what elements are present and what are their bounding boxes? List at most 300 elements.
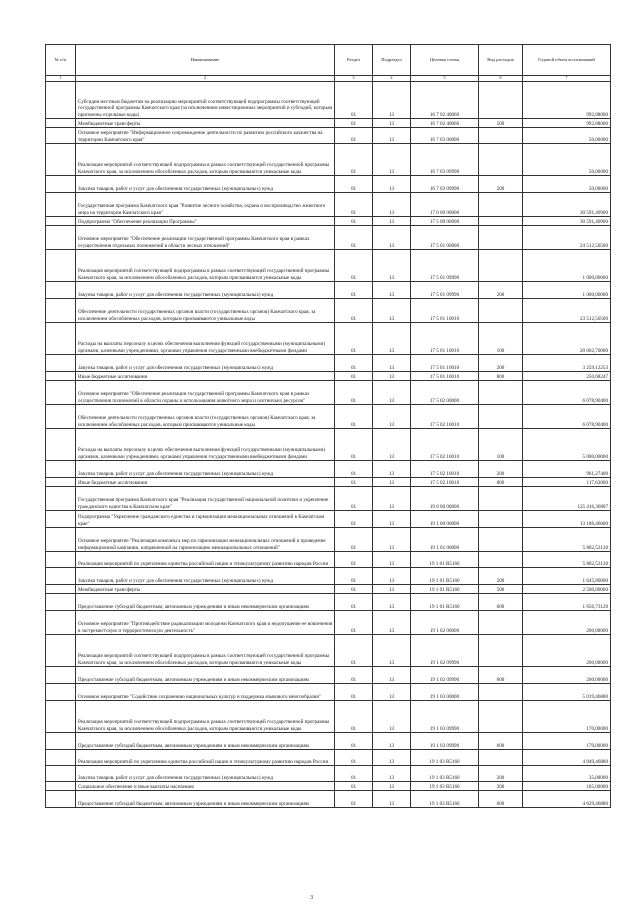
row-section-cell: 01 [335, 119, 373, 128]
row-name-cell: Субсидия местным бюджетам на реализацию мероприятий соответствующей подпрограммы соответствующей государственной программы Камчатского края (за исключением инвестиционных мероприятий и субсидий, которым присвоены отдельные коды) [76, 82, 335, 119]
row-amount-cell: 30 591,40900 [523, 193, 611, 217]
row-amount-cell: 6 078,90400 [523, 381, 611, 405]
row-section-cell: 01 [335, 568, 373, 585]
row-expense-type-cell [479, 635, 523, 667]
row-amount-cell: 1 645,80000 [523, 568, 611, 585]
row-number-cell [46, 635, 76, 667]
row-section-cell: 01 [335, 193, 373, 217]
row-subsection-cell: 13 [373, 119, 411, 128]
row-amount-cell: 200,00000 [523, 635, 611, 667]
row-target-article-cell: 19 1 01 R5160 [411, 552, 479, 568]
row-section-cell: 01 [335, 144, 373, 176]
row-name-cell: Закупка товаров, работ и услуг для обеспечения государственных (муниципальных) нужд [76, 176, 335, 193]
row-number-cell [46, 766, 76, 782]
row-expense-type-cell: 800 [479, 372, 523, 381]
row-target-article-cell: 17 5 01 10010 [411, 355, 479, 372]
row-expense-type-cell [479, 552, 523, 568]
row-subsection-cell: 13 [373, 405, 411, 429]
row-subsection-cell: 13 [373, 585, 411, 594]
row-amount-cell: 5 019,46880 [523, 684, 611, 701]
row-name-cell: Государственная программа Камчатского края "Реализация государственной национальной политики и укрепление гражданского единства в Камчатском крае" [76, 487, 335, 511]
row-amount-cell: 35,00000 [523, 766, 611, 782]
row-expense-type-cell: 100 [479, 323, 523, 355]
row-section-cell: 01 [335, 766, 373, 782]
row-name-cell: Закупка товаров, работ и услуг для обеспечения государственных (муниципальных) нужд [76, 282, 335, 299]
row-number-cell [46, 782, 76, 791]
row-number-cell [46, 733, 76, 750]
table-row [46, 461, 611, 478]
row-name-cell: Основное мероприятие "Противодействие радикализации молодежи Камчатского края и недопущение ее вовлечения в экстремистскую и террористическую деятельность" [76, 611, 335, 635]
row-expense-type-cell [479, 511, 523, 528]
row-expense-type-cell [479, 405, 523, 429]
table-row [46, 372, 611, 381]
table-row [46, 568, 611, 585]
row-amount-cell: 1 656,73120 [523, 594, 611, 611]
row-amount-cell: 50,00000 [523, 128, 611, 144]
row-expense-type-cell: 600 [479, 594, 523, 611]
table-row [46, 766, 611, 782]
column-number: 1 [46, 76, 76, 82]
row-subsection-cell: 13 [373, 282, 411, 299]
row-target-article-cell: 17 5 01 10010 [411, 372, 479, 381]
row-expense-type-cell [479, 226, 523, 250]
budget-table-sheet [45, 44, 610, 808]
row-expense-type-cell [479, 528, 523, 552]
row-name-cell: Реализация мероприятий соответствующей подпрограммы в рамках соответствующей государственной программы Камчатского края, за исключением обособленных расходов, которым присваиваются уникальные коды [76, 701, 335, 733]
row-section-cell: 01 [335, 226, 373, 250]
table-row [46, 701, 611, 733]
row-name-cell: Основное мероприятие "Обеспечение реализации государственной программы Камчатского края в рамках осуществления отдельных полномочий в области лесных отношений" [76, 226, 335, 250]
row-section-cell: 01 [335, 82, 373, 119]
row-amount-cell: 992,88000 [523, 119, 611, 128]
row-target-article-cell: 19 1 03 R5160 [411, 766, 479, 782]
row-section-cell: 01 [335, 372, 373, 381]
row-target-article-cell: 19 1 03 R5160 [411, 782, 479, 791]
row-number-cell [46, 128, 76, 144]
row-target-article-cell: 17 5 02 10010 [411, 461, 479, 478]
row-target-article-cell: 19 1 03 00000 [411, 684, 479, 701]
column-number: 4 [373, 76, 411, 82]
table-row [46, 635, 611, 667]
row-amount-cell: 30 591,40900 [523, 217, 611, 226]
row-subsection-cell: 13 [373, 355, 411, 372]
row-name-cell: Предоставление субсидий бюджетным, автономным учреждениям и иным некоммерческим организациям [76, 667, 335, 684]
row-amount-cell: 200,00000 [523, 667, 611, 684]
row-subsection-cell: 13 [373, 568, 411, 585]
row-target-article-cell: 17 5 02 00000 [411, 381, 479, 405]
row-subsection-cell: 13 [373, 611, 411, 635]
table-row [46, 511, 611, 528]
row-expense-type-cell: 200 [479, 355, 523, 372]
row-target-article-cell: 17 5 01 10010 [411, 323, 479, 355]
table-row [46, 119, 611, 128]
row-expense-type-cell [479, 128, 523, 144]
header-cell-expense-type: Вид расходов [479, 45, 523, 76]
row-section-cell: 01 [335, 750, 373, 766]
table-row [46, 478, 611, 487]
row-number-cell [46, 372, 76, 381]
row-section-cell: 01 [335, 684, 373, 701]
row-number-cell [46, 461, 76, 478]
row-name-cell: Основное мероприятие "Содействие сохранению национальных культур и поддержка языкового многообразия" [76, 684, 335, 701]
table-row [46, 217, 611, 226]
row-number-cell [46, 193, 76, 217]
row-name-cell: Предоставление субсидий бюджетным, автономным учреждениям и иным некоммерческим организациям [76, 733, 335, 750]
row-section-cell: 01 [335, 782, 373, 791]
row-name-cell: Иные бюджетные ассигнования [76, 372, 335, 381]
row-section-cell: 01 [335, 528, 373, 552]
row-name-cell: Обеспечение деятельности государственных органов власти (государственных органов) Камчатского края, за исключением обособленных расходов, которым присваиваются уникальные коды [76, 299, 335, 323]
row-subsection-cell: 13 [373, 128, 411, 144]
row-target-article-cell: 19 1 01 00000 [411, 528, 479, 552]
table-row [46, 585, 611, 594]
table-row [46, 552, 611, 568]
row-target-article-cell: 17 5 01 09990 [411, 282, 479, 299]
table-row [46, 144, 611, 176]
column-number: 2 [76, 76, 335, 82]
row-subsection-cell: 13 [373, 750, 411, 766]
row-number-cell [46, 585, 76, 594]
budget-table [45, 44, 611, 808]
row-target-article-cell: 19 1 02 00000 [411, 611, 479, 635]
row-subsection-cell: 13 [373, 299, 411, 323]
row-expense-type-cell [479, 144, 523, 176]
row-section-cell: 01 [335, 487, 373, 511]
row-expense-type-cell [479, 611, 523, 635]
row-subsection-cell: 13 [373, 176, 411, 193]
row-section-cell: 01 [335, 552, 373, 568]
table-row [46, 429, 611, 461]
row-target-article-cell: 16 7 02 40060 [411, 82, 479, 119]
row-subsection-cell: 13 [373, 461, 411, 478]
row-amount-cell: 4 849,46880 [523, 750, 611, 766]
row-name-cell: Предоставление субсидий бюджетным, автономным учреждениям и иным некоммерческим организациям [76, 791, 335, 808]
row-amount-cell: 4 629,46880 [523, 791, 611, 808]
row-section-cell: 01 [335, 585, 373, 594]
row-target-article-cell: 19 1 03 R5160 [411, 791, 479, 808]
row-number-cell [46, 323, 76, 355]
row-number-cell [46, 250, 76, 282]
row-expense-type-cell [479, 250, 523, 282]
header-cell-number: № п/п [46, 45, 76, 76]
row-name-cell: Реализация мероприятий по укреплению единства российской нации и этнокультурному развитию народов России [76, 750, 335, 766]
row-expense-type-cell: 200 [479, 282, 523, 299]
header-row [46, 45, 611, 76]
table-row [46, 323, 611, 355]
row-number-cell [46, 217, 76, 226]
row-expense-type-cell: 100 [479, 429, 523, 461]
row-subsection-cell: 13 [373, 766, 411, 782]
row-section-cell: 01 [335, 176, 373, 193]
row-section-cell: 01 [335, 250, 373, 282]
row-number-cell [46, 478, 76, 487]
row-section-cell: 01 [335, 478, 373, 487]
row-name-cell: Предоставление субсидий бюджетным, автономным учреждениям и иным некоммерческим организациям [76, 594, 335, 611]
row-subsection-cell: 13 [373, 791, 411, 808]
row-amount-cell: 170,00000 [523, 733, 611, 750]
row-name-cell: Основное мероприятие "Информационное сопровождение деятельности по развитию российского казачества на территории Камчатского края" [76, 128, 335, 144]
row-section-cell: 01 [335, 381, 373, 405]
row-name-cell: Иные бюджетные ассигнования [76, 478, 335, 487]
row-subsection-cell: 13 [373, 528, 411, 552]
row-section-cell: 01 [335, 701, 373, 733]
row-expense-type-cell [479, 701, 523, 733]
row-expense-type-cell: 200 [479, 568, 523, 585]
column-number: 7 [523, 76, 611, 82]
row-subsection-cell: 13 [373, 82, 411, 119]
row-name-cell: Реализация мероприятий соответствующей подпрограммы в рамках соответствующей государственной программы Камчатского края, за исключением обособленных расходов, которым присваиваются уникальные коды [76, 635, 335, 667]
table-row [46, 299, 611, 323]
row-expense-type-cell: 500 [479, 585, 523, 594]
row-number-cell [46, 405, 76, 429]
row-section-cell: 01 [335, 429, 373, 461]
header-cell-subsection: Подраздел [373, 45, 411, 76]
row-amount-cell: 992,88000 [523, 82, 611, 119]
row-section-cell: 01 [335, 461, 373, 478]
row-target-article-cell: 17 5 01 10010 [411, 299, 479, 323]
row-amount-cell: 1 000,00000 [523, 250, 611, 282]
row-expense-type-cell: 300 [479, 782, 523, 791]
table-row [46, 611, 611, 635]
row-target-article-cell: 19 1 00 00000 [411, 511, 479, 528]
table-row [46, 487, 611, 511]
table-row [46, 594, 611, 611]
table-row [46, 193, 611, 217]
table-row [46, 405, 611, 429]
header-cell-section: Раздел [335, 45, 373, 76]
table-row [46, 791, 611, 808]
row-name-cell: Закупка товаров, работ и услуг для обеспечения государственных (муниципальных) нужд [76, 461, 335, 478]
row-target-article-cell: 17 5 02 10010 [411, 429, 479, 461]
row-number-cell [46, 176, 76, 193]
row-expense-type-cell [479, 299, 523, 323]
table-row [46, 667, 611, 684]
row-expense-type-cell: 200 [479, 461, 523, 478]
row-subsection-cell: 13 [373, 144, 411, 176]
row-number-cell [46, 282, 76, 299]
row-amount-cell: 6 078,90400 [523, 405, 611, 429]
row-section-cell: 01 [335, 128, 373, 144]
row-expense-type-cell [479, 487, 523, 511]
row-name-cell: Обеспечение деятельности государственных органов власти (государственных органов) Камчатского края, за исключением обособленных расходов, которым присваиваются уникальные коды [76, 405, 335, 429]
row-amount-cell: 200,00000 [523, 611, 611, 635]
row-subsection-cell: 13 [373, 250, 411, 282]
row-name-cell: Закупка товаров, работ и услуг для обеспечения государственных (муниципальных) нужд [76, 568, 335, 585]
table-row [46, 750, 611, 766]
row-amount-cell: 5 000,00000 [523, 429, 611, 461]
row-number-cell [46, 568, 76, 585]
column-number: 5 [411, 76, 479, 82]
row-name-cell: Закупка товаров, работ и услуг для обеспечения государственных (муниципальных) нужд [76, 355, 335, 372]
table-row [46, 782, 611, 791]
row-name-cell: Основное мероприятие "Обеспечение реализации государственной программы Камчатского края в рамках осуществления полномочий в области охраны и использования животного мира и охотничьих ресурсов" [76, 381, 335, 405]
row-amount-cell: 961,27400 [523, 461, 611, 478]
row-section-cell: 01 [335, 282, 373, 299]
row-subsection-cell: 13 [373, 372, 411, 381]
row-name-cell: Расходы на выплаты персоналу в целях обеспечения выполнения функций государственными (муниципальными) органами, казенными учреждениями, органами управления государственными внебюджетными фондами [76, 429, 335, 461]
row-number-cell [46, 144, 76, 176]
row-section-cell: 01 [335, 791, 373, 808]
row-amount-cell: 170,00000 [523, 701, 611, 733]
row-number-cell [46, 119, 76, 128]
row-number-cell [46, 701, 76, 733]
row-number-cell [46, 684, 76, 701]
row-number-cell [46, 667, 76, 684]
table-row [46, 282, 611, 299]
row-amount-cell: 13 186,46000 [523, 511, 611, 528]
row-section-cell: 01 [335, 611, 373, 635]
header-cell-target-article: Целевая статья [411, 45, 479, 76]
row-number-cell [46, 594, 76, 611]
row-expense-type-cell [479, 684, 523, 701]
row-amount-cell: 23 512,50500 [523, 299, 611, 323]
row-section-cell: 01 [335, 405, 373, 429]
column-number: 3 [335, 76, 373, 82]
row-name-cell: Государственная программа Камчатского края "Развитие лесного хозяйства, охрана и воспроизводство животного мира на территории Камчатского края" [76, 193, 335, 217]
row-subsection-cell: 13 [373, 684, 411, 701]
row-target-article-cell: 19 1 01 R5160 [411, 568, 479, 585]
row-subsection-cell: 13 [373, 552, 411, 568]
column-number: 6 [479, 76, 523, 82]
row-target-article-cell: 19 1 02 09990 [411, 635, 479, 667]
row-amount-cell: 5 802,53120 [523, 528, 611, 552]
row-amount-cell: 117,63000 [523, 478, 611, 487]
row-name-cell: Реализация мероприятий по укреплению единства российской нации и этнокультурному развитию народов России [76, 552, 335, 568]
row-subsection-cell: 13 [373, 217, 411, 226]
row-subsection-cell: 13 [373, 487, 411, 511]
table-row [46, 684, 611, 701]
row-number-cell [46, 528, 76, 552]
row-name-cell: Основное мероприятие "Реализация комплекса мер по гармонизации межнациональных отношений и проведение информационной кампании, направленной на гармонизацию межнациональных отношений" [76, 528, 335, 552]
row-target-article-cell: 19 1 02 09990 [411, 667, 479, 684]
table-row [46, 82, 611, 119]
row-expense-type-cell: 600 [479, 791, 523, 808]
row-name-cell: Социальное обеспечение и иные выплаты населению [76, 782, 335, 791]
row-amount-cell: 5 802,53120 [523, 552, 611, 568]
table-row [46, 355, 611, 372]
row-name-cell: Расходы на выплаты персоналу в целях обеспечения выполнения функций государственными (муниципальными) органами, казенными учреждениями, органами управления государственными внебюджетными фондами [76, 323, 335, 355]
row-section-cell: 01 [335, 299, 373, 323]
row-name-cell: Межбюджетные трансферты [76, 585, 335, 594]
table-row [46, 250, 611, 282]
row-amount-cell: 250,68247 [523, 372, 611, 381]
row-amount-cell: 24 512,50500 [523, 226, 611, 250]
table-row [46, 733, 611, 750]
row-number-cell [46, 299, 76, 323]
row-subsection-cell: 13 [373, 667, 411, 684]
row-number-cell [46, 82, 76, 119]
row-name-cell: Реализация мероприятий соответствующей подпрограммы в рамках соответствующей государственной программы Камчатского края, за исключением обособленных расходов, которым присваиваются уникальные коды [76, 144, 335, 176]
row-subsection-cell: 13 [373, 733, 411, 750]
row-subsection-cell: 13 [373, 381, 411, 405]
row-subsection-cell: 13 [373, 429, 411, 461]
row-subsection-cell: 13 [373, 323, 411, 355]
row-number-cell [46, 511, 76, 528]
row-target-article-cell: 19 1 01 R5160 [411, 594, 479, 611]
row-target-article-cell: 19 1 03 09990 [411, 733, 479, 750]
row-expense-type-cell: 200 [479, 766, 523, 782]
row-number-cell [46, 226, 76, 250]
row-target-article-cell: 17 0 00 00000 [411, 193, 479, 217]
row-target-article-cell: 16 7 03 09990 [411, 176, 479, 193]
row-subsection-cell: 13 [373, 511, 411, 528]
table-row [46, 528, 611, 552]
row-target-article-cell: 19 1 01 R5160 [411, 585, 479, 594]
row-amount-cell: 2 500,00000 [523, 585, 611, 594]
row-section-cell: 01 [335, 355, 373, 372]
table-body [46, 82, 611, 808]
row-amount-cell: 3 259,12253 [523, 355, 611, 372]
row-subsection-cell: 13 [373, 701, 411, 733]
row-target-article-cell: 16 7 03 09990 [411, 144, 479, 176]
row-target-article-cell: 19 1 03 R5160 [411, 750, 479, 766]
row-amount-cell: 185,00000 [523, 782, 611, 791]
row-name-cell: Подпрограмма "Обеспечение реализации Программы" [76, 217, 335, 226]
row-expense-type-cell [479, 217, 523, 226]
row-section-cell: 01 [335, 594, 373, 611]
row-number-cell [46, 611, 76, 635]
row-section-cell: 01 [335, 635, 373, 667]
row-expense-type-cell: 600 [479, 733, 523, 750]
row-name-cell: Подпрограмма "Укрепление гражданского единства и гармонизация межнациональных отношений в Камчатском крае" [76, 511, 335, 528]
row-subsection-cell: 13 [373, 594, 411, 611]
row-expense-type-cell [479, 750, 523, 766]
row-subsection-cell: 13 [373, 193, 411, 217]
row-expense-type-cell: 200 [479, 176, 523, 193]
row-expense-type-cell [479, 82, 523, 119]
row-target-article-cell: 19 0 00 00000 [411, 487, 479, 511]
row-amount-cell: 1 000,00000 [523, 282, 611, 299]
row-target-article-cell: 16 7 02 40060 [411, 119, 479, 128]
row-number-cell [46, 552, 76, 568]
header-cell-annual-amount: Годовой объем ассигнований [523, 45, 611, 76]
row-amount-cell: 50,00000 [523, 176, 611, 193]
row-name-cell: Закупка товаров, работ и услуг для обеспечения государственных (муниципальных) нужд [76, 766, 335, 782]
row-expense-type-cell: 800 [479, 478, 523, 487]
row-section-cell: 01 [335, 511, 373, 528]
row-amount-cell: 50,00000 [523, 144, 611, 176]
row-subsection-cell: 13 [373, 478, 411, 487]
row-name-cell: Межбюджетные трансферты [76, 119, 335, 128]
row-number-cell [46, 355, 76, 372]
row-expense-type-cell: 600 [479, 667, 523, 684]
header-cell-name: Наименование [76, 45, 335, 76]
row-target-article-cell: 17 5 01 09990 [411, 250, 479, 282]
row-number-cell [46, 791, 76, 808]
row-section-cell: 01 [335, 667, 373, 684]
row-expense-type-cell [479, 381, 523, 405]
row-number-cell [46, 487, 76, 511]
row-target-article-cell: 17 5 02 10010 [411, 405, 479, 429]
row-section-cell: 01 [335, 323, 373, 355]
row-subsection-cell: 13 [373, 226, 411, 250]
table-row [46, 176, 611, 193]
row-number-cell [46, 750, 76, 766]
page-number: 3 [310, 895, 313, 901]
row-target-article-cell: 16 7 03 00000 [411, 128, 479, 144]
row-expense-type-cell: 500 [479, 119, 523, 128]
row-name-cell: Реализация мероприятий соответствующей подпрограммы в рамках соответствующей государственной программы Камчатского края, за исключением обособленных расходов, которым присваиваются уникальные коды [76, 250, 335, 282]
row-section-cell: 01 [335, 733, 373, 750]
row-target-article-cell: 17 5 02 10010 [411, 478, 479, 487]
row-subsection-cell: 13 [373, 782, 411, 791]
table-row [46, 226, 611, 250]
table-row [46, 128, 611, 144]
row-target-article-cell: 17 5 01 00000 [411, 226, 479, 250]
row-number-cell [46, 429, 76, 461]
row-amount-cell: 20 002,70000 [523, 323, 611, 355]
row-amount-cell: 125 416,36807 [523, 487, 611, 511]
